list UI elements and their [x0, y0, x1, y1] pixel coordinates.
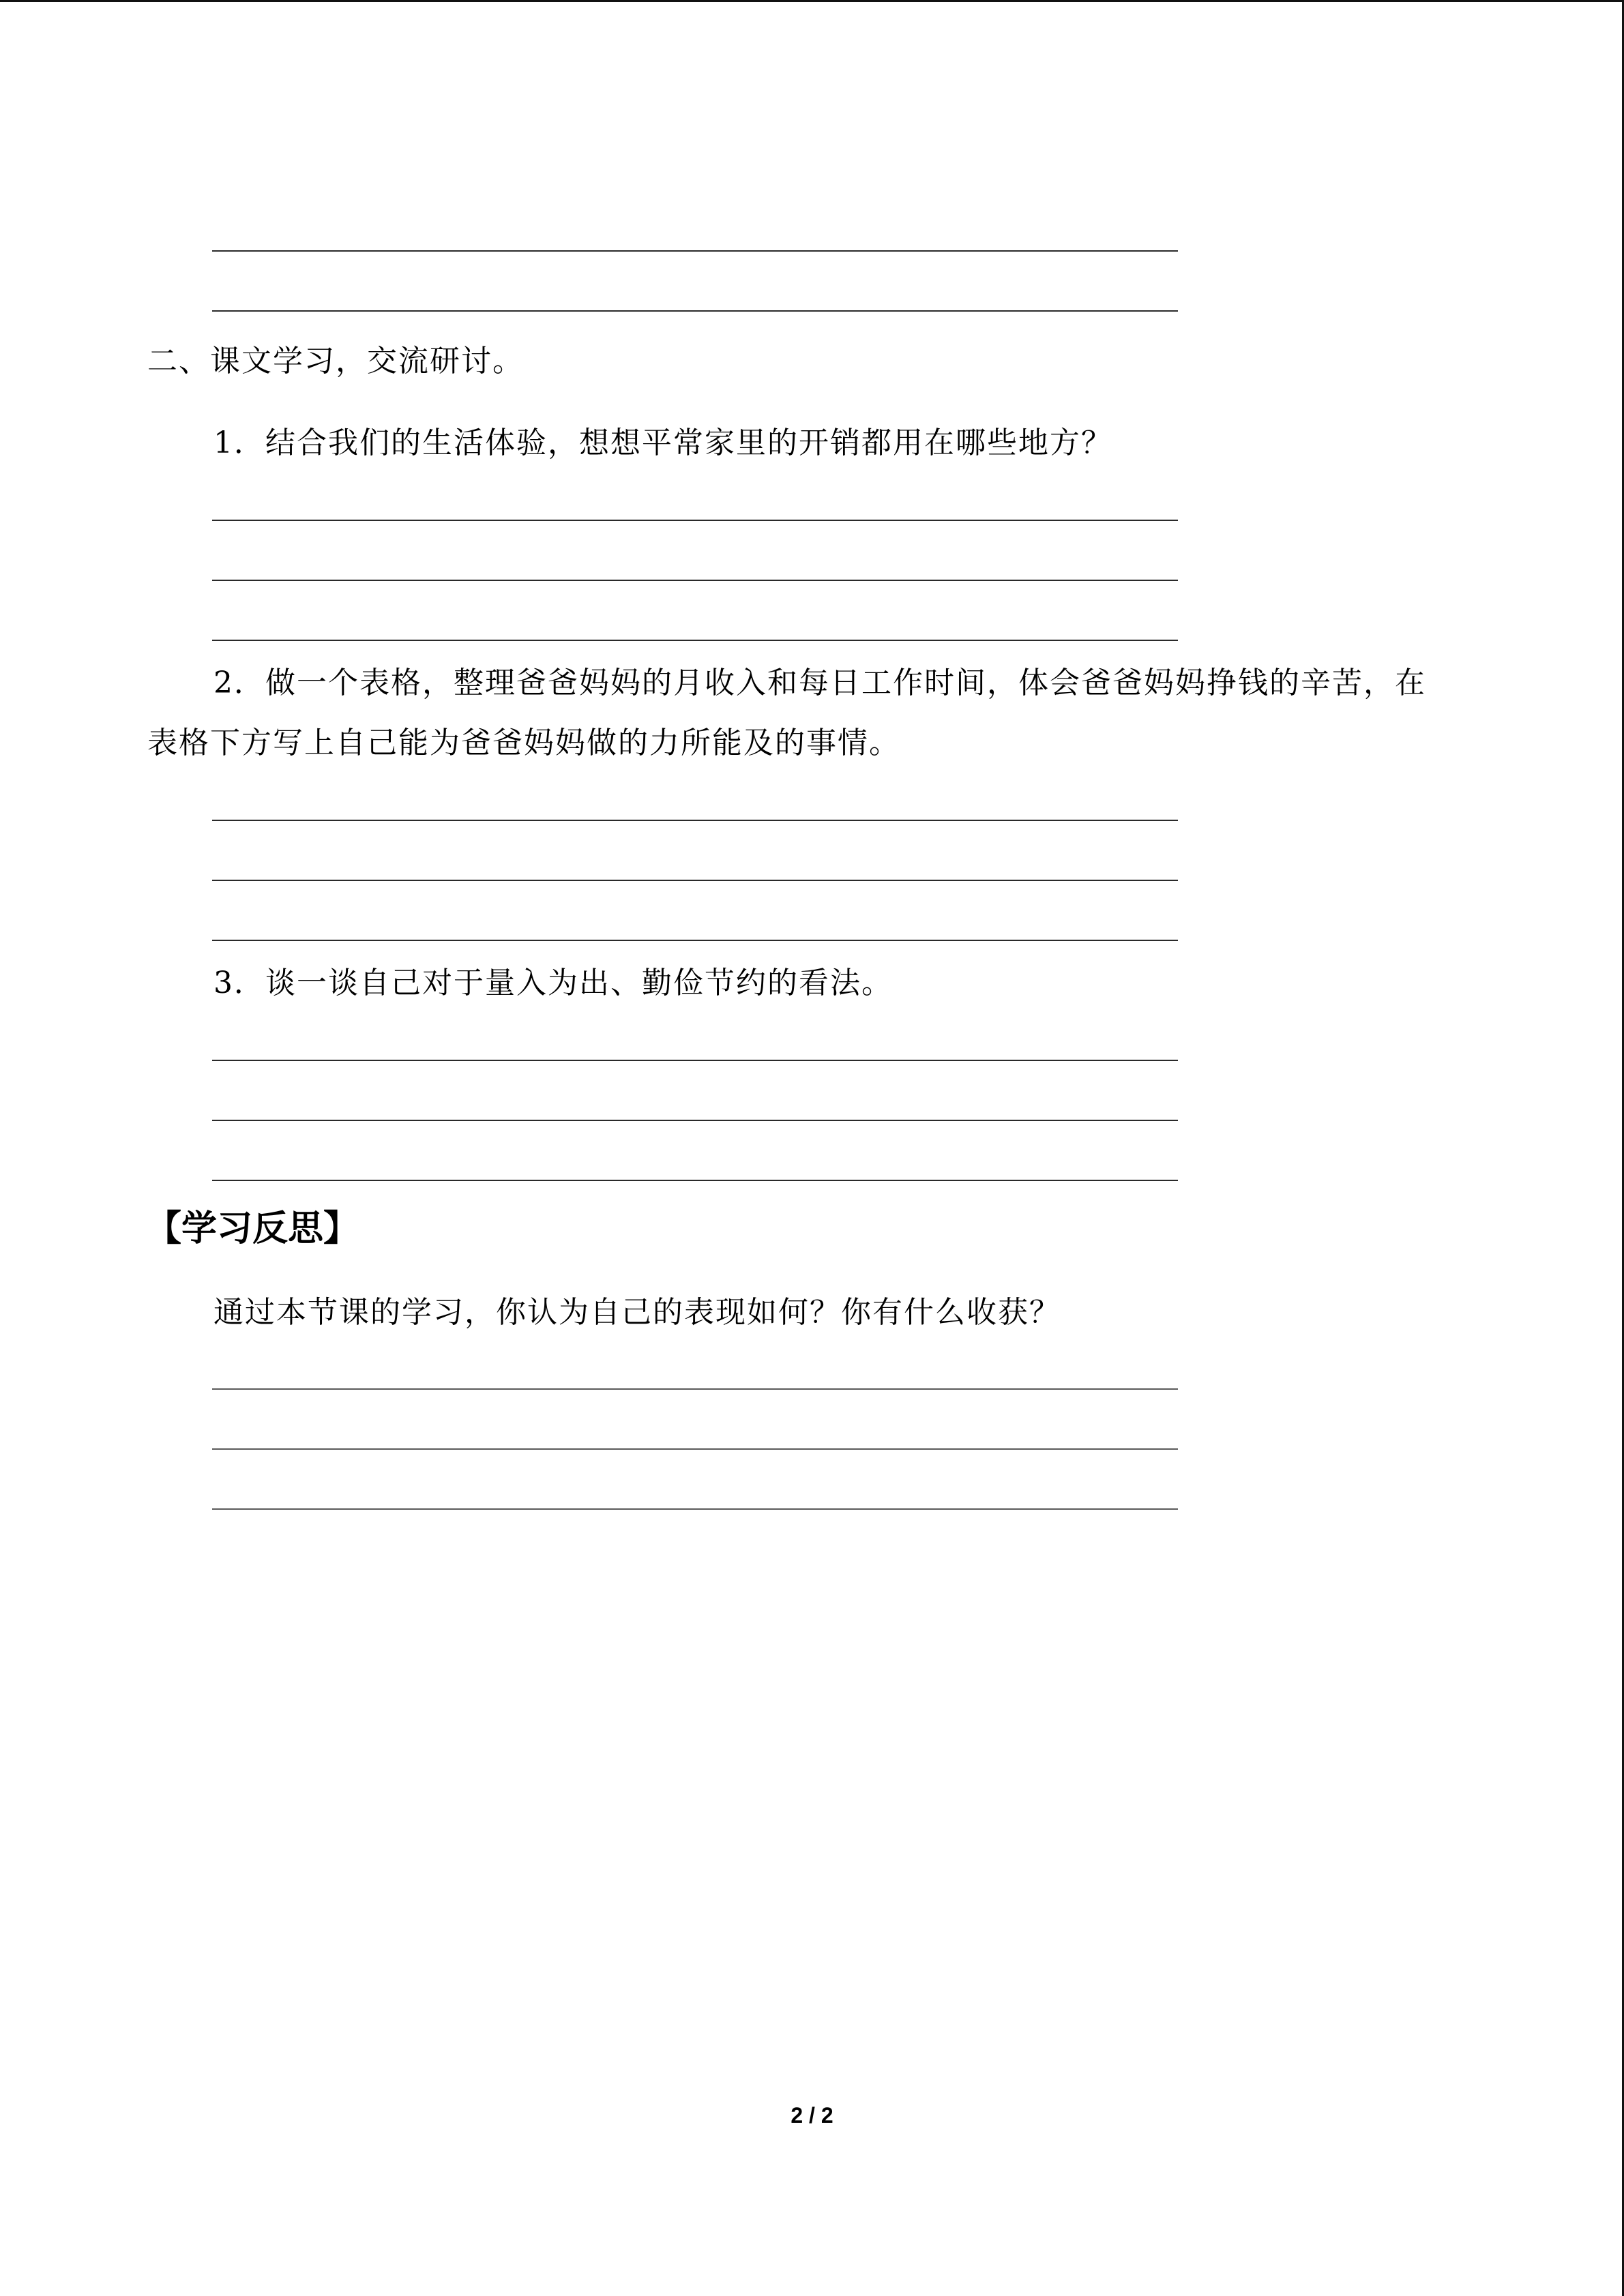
question-2-line-1: 2．做一个表格，整理爸爸妈妈的月收入和每日工作时间，体会爸爸妈妈挣钱的辛苦，在 — [213, 666, 1426, 700]
reflection-prompt: 通过本节课的学习，你认为自己的表现如何？你有什么收获？ — [213, 1295, 1061, 1330]
answer-line[interactable] — [212, 310, 1178, 312]
answer-line-q3[interactable] — [212, 1060, 1178, 1061]
answer-line-q2[interactable] — [212, 940, 1178, 941]
answer-line-reflection[interactable] — [212, 1388, 1178, 1390]
reflection-heading: 【学习反思】 — [146, 1208, 359, 1249]
answer-line-q1[interactable] — [212, 520, 1178, 521]
question-2-line-2: 表格下方写上自己能为爸爸妈妈做的力所能及的事情。 — [147, 726, 900, 760]
answer-line[interactable] — [212, 250, 1178, 252]
section-title: 二、课文学习，交流研讨。 — [147, 344, 524, 378]
answer-line-q1[interactable] — [212, 580, 1178, 581]
page-number: 2 / 2 — [791, 2103, 833, 2128]
answer-line-q2[interactable] — [212, 880, 1178, 881]
answer-line-reflection[interactable] — [212, 1448, 1178, 1450]
answer-line-q1[interactable] — [212, 640, 1178, 641]
question-3: 3．谈一谈自己对于量入为出、勤俭节约的看法。 — [213, 966, 893, 1000]
page-border-top — [0, 0, 1624, 2]
answer-line-reflection[interactable] — [212, 1508, 1178, 1510]
question-1: 1．结合我们的生活体验，想想平常家里的开销都用在哪些地方？ — [213, 426, 1112, 460]
answer-line-q3[interactable] — [212, 1180, 1178, 1181]
answer-line-q3[interactable] — [212, 1120, 1178, 1121]
answer-line-q2[interactable] — [212, 820, 1178, 821]
